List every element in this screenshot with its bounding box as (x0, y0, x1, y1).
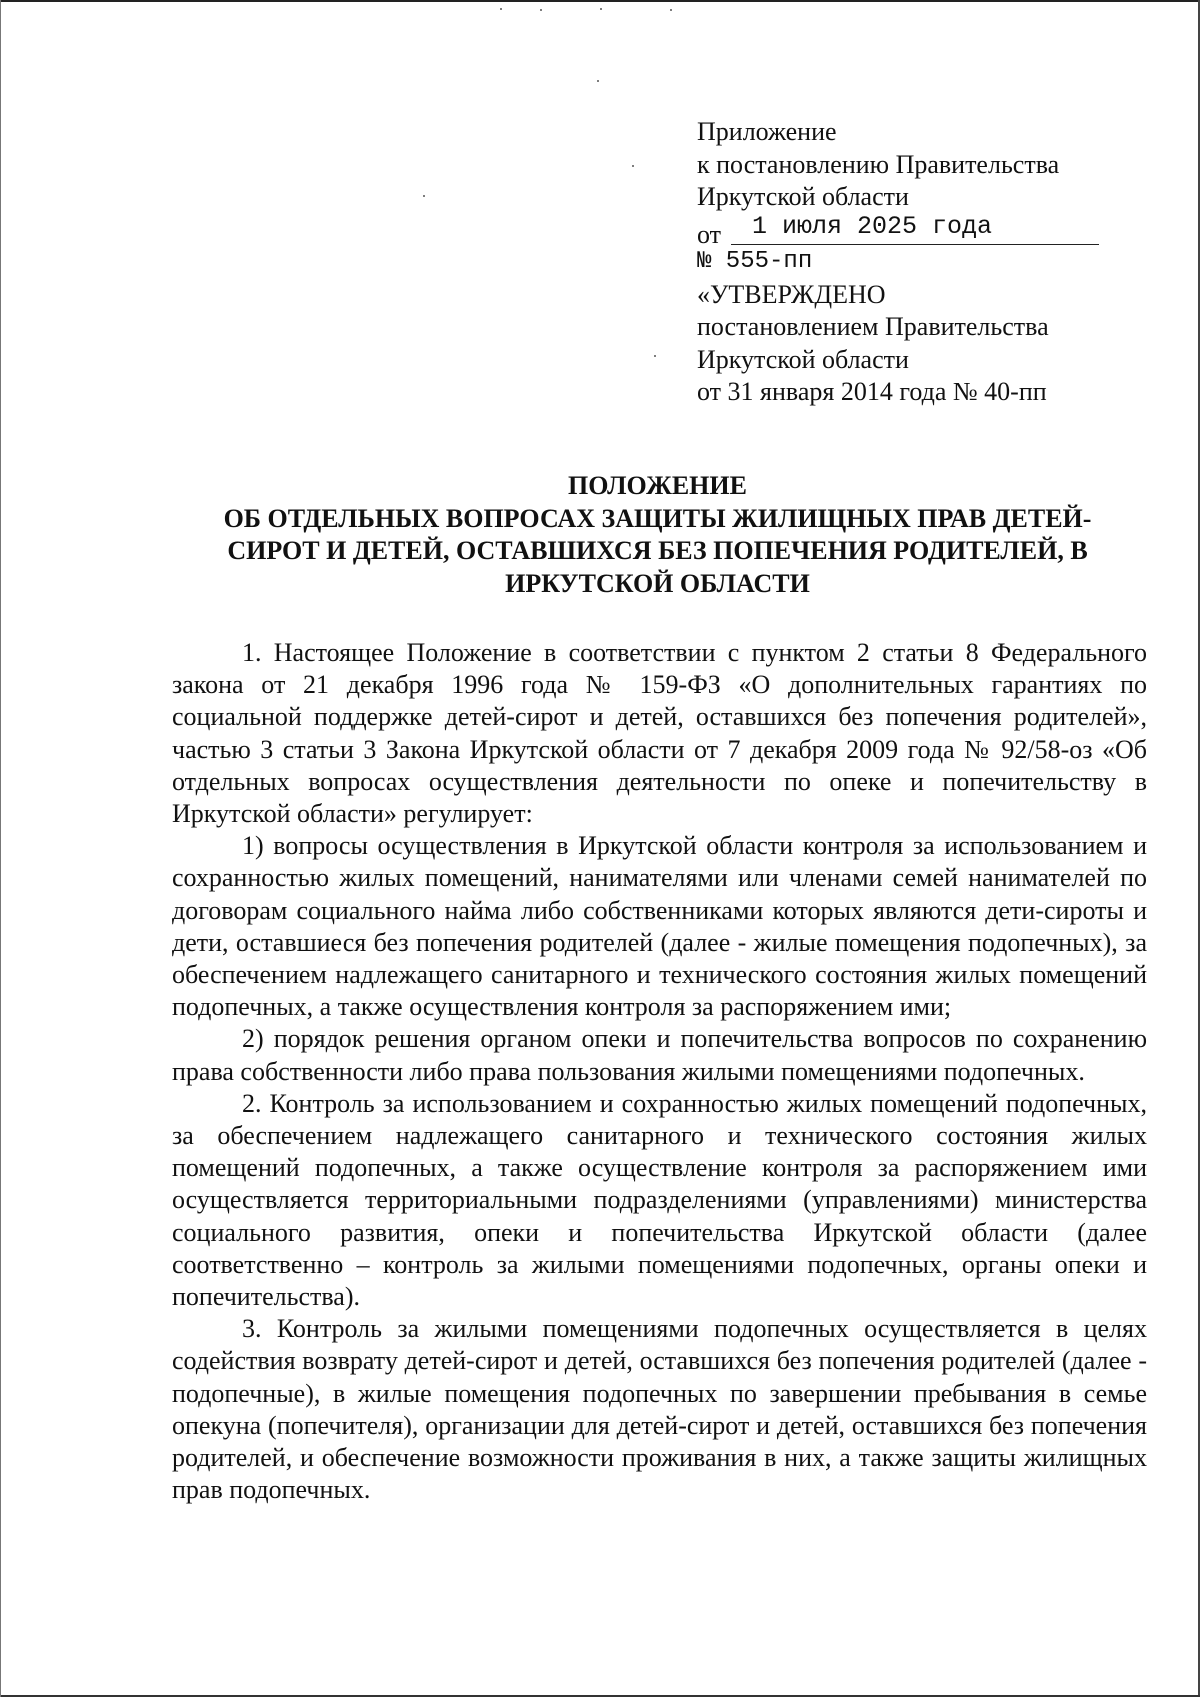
paragraph-1: 1. Настоящее Положение в соответствии с пунктом 2 статьи 8 Федерального закона от 21 декабря 1996 года № 159-ФЗ «О дополнительных гарантиях по социальной поддержке детей-сирот и детей, оставшихся без попечения родителей», частью 3 статьи 3 Закона Иркутской области от 7 декабря 2009 года № 92/58-оз «Об отдельных вопросах осуществления деятельности по опеке и попечительству в Иркутской области» регулирует: (172, 638, 1147, 829)
paragraph-2: 2. Контроль за использованием и сохранностью жилых помещений подопечных, за обеспечением надлежащего санитарного и технического состояния жилых помещений подопечных, а также осуществление контроля за распоряжением ими осуществляется территориальными подразделениями (управлениями) министерства социального развития, опеки и попечительства Иркутской области (далее соответственно – контроль за жилыми помещениями подопечных, органы опеки и попечительства). (172, 1088, 1147, 1312)
date-prefix: от (697, 219, 722, 249)
scan-speck (632, 165, 634, 167)
title-line: СИРОТ И ДЕТЕЙ, ОСТАВШИХСЯ БЕЗ ПОПЕЧЕНИЯ РОДИТЕЛЕЙ, В (227, 536, 1088, 565)
approved-region-line: Иркутской области (697, 344, 909, 374)
title-line: ОБ ОТДЕЛЬНЫХ ВОПРОСАХ ЗАЩИТЫ ЖИЛИЩНЫХ ПРАВ ДЕТЕЙ- (223, 503, 1092, 533)
scan-speck (600, 8, 602, 10)
document-title (170, 470, 1145, 600)
title-line: ПОЛОЖЕНИЕ (568, 471, 747, 500)
scan-speck (670, 9, 672, 11)
scan-edge-left (0, 0, 1, 1697)
approval-block (697, 116, 1117, 409)
scan-speck (500, 8, 502, 10)
paragraph-1-item-1: 1) вопросы осуществления в Иркутской области контроля за использованием и сохранностью жилых помещений, нанимателями или членами семей нанимателей по договорам социального найма либо собственниками которых являются дети-сироты и дети, оставшиеся без попечения родителей (далее - жилые помещения подопечных), за обеспечением надлежащего санитарного и технического состояния жилых помещений подопечных, а также осуществления контроля за распоряжением ими; (172, 831, 1147, 1022)
scan-speck (540, 9, 542, 11)
paragraph-3: 3. Контроль за жилыми помещениями подопечных осуществляется в целях содействия возврату детей-сирот и детей, оставшихся без попечения родителей (далее - подопечные), в жилые помещения подопечных по завершении пребывания в семье опекуна (попечителя), организации для детей-сирот и детей, оставшихся без попечения родителей, и обеспечение возможности проживания в них, а также защиты жилищных прав подопечных. (172, 1314, 1147, 1505)
date-underline (731, 244, 1099, 246)
scan-edge-top (0, 0, 1200, 2)
approved-resolution-line: постановлением Правительства (697, 312, 1049, 341)
appendix-region-line: Иркутской области (697, 182, 909, 211)
scan-speck (423, 195, 425, 197)
document-body (172, 637, 1147, 1506)
scan-speck (597, 80, 599, 82)
approved-date-line: от 31 января 2014 года № 40-пп (697, 377, 1047, 406)
approved-label: «УТВЕРЖДЕНО (697, 279, 886, 309)
appendix-resolution-line: к постановлению Правительства (697, 149, 1060, 179)
resolution-number: № 555-пп (697, 248, 813, 275)
paragraph-1-item-2: 2) порядок решения органом опеки и попечительства вопросов по сохранению права собственности либо права пользования жилыми помещениями подопечных. (172, 1024, 1147, 1086)
appendix-label: Приложение (697, 117, 837, 146)
date-value: 1 июля 2025 года (752, 211, 993, 241)
date-field (697, 211, 1117, 249)
title-line: ИРКУТСКОЙ ОБЛАСТИ (505, 568, 810, 598)
scan-speck (654, 355, 656, 357)
